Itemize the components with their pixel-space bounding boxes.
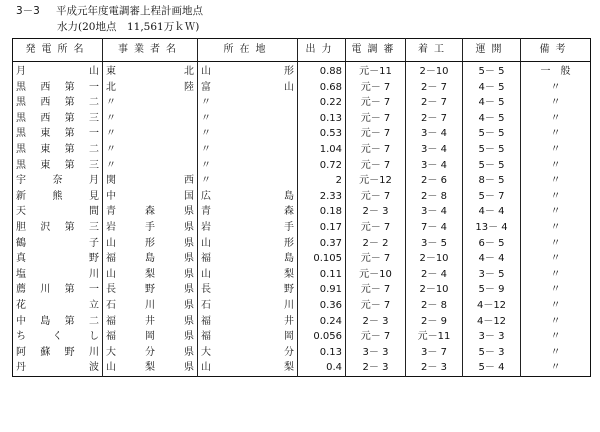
output-cell: 0.22 bbox=[298, 95, 346, 111]
construction-start-cell: 3－ 4 bbox=[406, 204, 463, 220]
col-header-construction: 着工 bbox=[406, 39, 463, 62]
location-cell: 福 井 bbox=[198, 314, 298, 330]
output-cell: 2 bbox=[298, 173, 346, 189]
council-date-cell: 元－ 7 bbox=[346, 220, 406, 236]
plant-name-cell: 新 熊 見 bbox=[16, 190, 99, 202]
table-row bbox=[13, 204, 591, 220]
construction-start-cell: 3－ 5 bbox=[406, 236, 463, 252]
operation-start-cell: 13－ 4 bbox=[463, 220, 521, 236]
remarks-cell: 〃 bbox=[521, 220, 591, 236]
operator-name-cell: 〃 bbox=[103, 111, 198, 127]
hydro-plan-table bbox=[12, 38, 591, 377]
operator-name-cell: 〃 bbox=[103, 126, 198, 142]
location-cell: 〃 bbox=[198, 95, 298, 111]
council-date-cell: 元－ 7 bbox=[346, 95, 406, 111]
operation-start-cell: 4－12 bbox=[463, 314, 521, 330]
remarks-cell: 〃 bbox=[521, 329, 591, 345]
operation-start-cell: 5－ 5 bbox=[463, 158, 521, 174]
col-header-plant: 発電所名 bbox=[13, 39, 103, 62]
construction-start-cell: 2－10 bbox=[406, 251, 463, 267]
council-date-cell: 元－ 7 bbox=[346, 142, 406, 158]
table-subcaption: 水力(20地点 11,561万ｋＷ) bbox=[57, 21, 200, 33]
table-row bbox=[13, 314, 591, 330]
plant-name-cell: 中 島 第 二 bbox=[16, 315, 99, 327]
output-cell: 0.53 bbox=[298, 126, 346, 142]
council-date-cell: 3－ 3 bbox=[346, 345, 406, 361]
col-header-start: 運開 bbox=[463, 39, 521, 62]
operation-start-cell: 5－ 4 bbox=[463, 360, 521, 376]
table-row bbox=[13, 267, 591, 283]
header-row bbox=[13, 39, 591, 62]
location-cell: 〃 bbox=[198, 126, 298, 142]
output-cell: 0.17 bbox=[298, 220, 346, 236]
plant-name-cell: 黒 東 第 二 bbox=[16, 143, 99, 155]
plant-name-cell: 黒 東 第 三 bbox=[16, 159, 99, 171]
remarks-cell: 一 般 bbox=[521, 62, 591, 80]
output-cell: 2.33 bbox=[298, 189, 346, 205]
operation-start-cell: 4－ 5 bbox=[463, 80, 521, 96]
construction-start-cell: 3－ 7 bbox=[406, 345, 463, 361]
council-date-cell: 元－ 7 bbox=[346, 126, 406, 142]
operator-name-cell: 福 井 県 bbox=[103, 314, 198, 330]
operation-start-cell: 6－ 5 bbox=[463, 236, 521, 252]
location-cell: 岩 手 bbox=[198, 220, 298, 236]
plant-name-cell: 黒 西 第 二 bbox=[16, 97, 99, 109]
location-cell: 福 岡 bbox=[198, 329, 298, 345]
plant-name-cell: 塩 川 bbox=[16, 268, 99, 280]
table-row bbox=[13, 142, 591, 158]
output-cell: 0.91 bbox=[298, 282, 346, 298]
construction-start-cell: 3－ 4 bbox=[406, 126, 463, 142]
remarks-cell: 〃 bbox=[521, 173, 591, 189]
plant-name-cell: 薦 川 第 一 bbox=[16, 284, 99, 296]
operator-name-cell: 青 森 県 bbox=[103, 204, 198, 220]
operator-name-cell: 福 岡 県 bbox=[103, 329, 198, 345]
council-date-cell: 元－ 7 bbox=[346, 189, 406, 205]
output-cell: 0.72 bbox=[298, 158, 346, 174]
construction-start-cell: 2－ 7 bbox=[406, 95, 463, 111]
plant-name-cell: 丹 波 bbox=[16, 362, 99, 374]
output-cell: 0.88 bbox=[298, 62, 346, 80]
operator-name-cell: 山 梨 県 bbox=[103, 360, 198, 376]
operation-start-cell: 4－ 5 bbox=[463, 111, 521, 127]
table-row bbox=[13, 282, 591, 298]
council-date-cell: 元－ 7 bbox=[346, 298, 406, 314]
location-cell: 大 分 bbox=[198, 345, 298, 361]
operator-name-cell: 岩 手 県 bbox=[103, 220, 198, 236]
remarks-cell: 〃 bbox=[521, 189, 591, 205]
remarks-cell: 〃 bbox=[521, 126, 591, 142]
construction-start-cell: 2－ 8 bbox=[406, 189, 463, 205]
remarks-cell: 〃 bbox=[521, 142, 591, 158]
output-cell: 0.056 bbox=[298, 329, 346, 345]
location-cell: 〃 bbox=[198, 142, 298, 158]
operator-name-cell: 長 野 県 bbox=[103, 282, 198, 298]
output-cell: 0.13 bbox=[298, 345, 346, 361]
operator-name-cell: 〃 bbox=[103, 142, 198, 158]
plant-name-cell: 真 野 bbox=[16, 253, 99, 265]
remarks-cell: 〃 bbox=[521, 251, 591, 267]
table-row bbox=[13, 360, 591, 376]
council-date-cell: 元－ 7 bbox=[346, 251, 406, 267]
operator-name-cell: 〃 bbox=[103, 95, 198, 111]
remarks-cell: 〃 bbox=[521, 298, 591, 314]
council-date-cell: 2－ 3 bbox=[346, 360, 406, 376]
col-header-output: 出力 bbox=[298, 39, 346, 62]
remarks-cell: 〃 bbox=[521, 360, 591, 376]
remarks-cell: 〃 bbox=[521, 95, 591, 111]
table-row bbox=[13, 251, 591, 267]
operation-start-cell: 5－ 5 bbox=[463, 126, 521, 142]
remarks-cell: 〃 bbox=[521, 267, 591, 283]
output-cell: 0.24 bbox=[298, 314, 346, 330]
location-cell: 広 島 bbox=[198, 189, 298, 205]
remarks-cell: 〃 bbox=[521, 158, 591, 174]
location-cell: 山 梨 bbox=[198, 267, 298, 283]
output-cell: 0.37 bbox=[298, 236, 346, 252]
plant-name-cell: 鶴 子 bbox=[16, 237, 99, 249]
operator-name-cell: 〃 bbox=[103, 158, 198, 174]
table-row bbox=[13, 189, 591, 205]
operation-start-cell: 5－ 7 bbox=[463, 189, 521, 205]
location-cell: 山 梨 bbox=[198, 360, 298, 376]
col-header-location: 所在地 bbox=[198, 39, 298, 62]
remarks-cell: 〃 bbox=[521, 282, 591, 298]
plant-name-cell: 花 立 bbox=[16, 299, 99, 311]
plant-name-cell: 黒 西 第 三 bbox=[16, 112, 99, 124]
construction-start-cell: 2－ 6 bbox=[406, 173, 463, 189]
council-date-cell: 元－ 7 bbox=[346, 282, 406, 298]
operation-start-cell: 5－ 5 bbox=[463, 62, 521, 80]
remarks-cell: 〃 bbox=[521, 111, 591, 127]
plant-name-cell: 黒 西 第 一 bbox=[16, 81, 99, 93]
operator-name-cell: 石 川 県 bbox=[103, 298, 198, 314]
construction-start-cell: 7－ 4 bbox=[406, 220, 463, 236]
construction-start-cell: 3－ 4 bbox=[406, 158, 463, 174]
location-cell: 福 島 bbox=[198, 251, 298, 267]
output-cell: 1.04 bbox=[298, 142, 346, 158]
operator-name-cell: 中 国 bbox=[103, 189, 198, 205]
location-cell: 〃 bbox=[198, 158, 298, 174]
remarks-cell: 〃 bbox=[521, 314, 591, 330]
location-cell: 富 山 bbox=[198, 80, 298, 96]
construction-start-cell: 2－ 8 bbox=[406, 298, 463, 314]
council-date-cell: 元－10 bbox=[346, 267, 406, 283]
table-row bbox=[13, 220, 591, 236]
table-row bbox=[13, 111, 591, 127]
location-cell: 長 野 bbox=[198, 282, 298, 298]
table-row bbox=[13, 62, 591, 80]
plant-name-cell: ち く し bbox=[16, 331, 99, 343]
plant-name-cell: 黒 東 第 一 bbox=[16, 128, 99, 140]
operation-start-cell: 8－ 5 bbox=[463, 173, 521, 189]
operation-start-cell: 3－ 5 bbox=[463, 267, 521, 283]
table-row bbox=[13, 236, 591, 252]
output-cell: 0.105 bbox=[298, 251, 346, 267]
plant-name-cell: 胆 沢 第 三 bbox=[16, 221, 99, 233]
construction-start-cell: 3－ 4 bbox=[406, 142, 463, 158]
location-cell: 山 形 bbox=[198, 236, 298, 252]
operation-start-cell: 4－ 5 bbox=[463, 95, 521, 111]
operator-name-cell: 関 西 bbox=[103, 173, 198, 189]
operation-start-cell: 4－12 bbox=[463, 298, 521, 314]
plant-name-cell: 宇 奈 月 bbox=[16, 175, 99, 187]
output-cell: 0.13 bbox=[298, 111, 346, 127]
col-header-remarks: 備考 bbox=[521, 39, 591, 62]
plant-name-cell: 月 山 bbox=[16, 66, 99, 77]
table-title: 平成元年度電調審上程計画地点 bbox=[56, 5, 203, 17]
location-cell: 〃 bbox=[198, 111, 298, 127]
operator-name-cell: 山 梨 県 bbox=[103, 267, 198, 283]
operator-name-cell: 大 分 県 bbox=[103, 345, 198, 361]
council-date-cell: 元－ 7 bbox=[346, 329, 406, 345]
table-row bbox=[13, 173, 591, 189]
table-number: 3－3 bbox=[16, 5, 40, 17]
council-date-cell: 元－ 7 bbox=[346, 158, 406, 174]
location-cell: 山 形 bbox=[198, 62, 298, 80]
table-row bbox=[13, 298, 591, 314]
construction-start-cell: 2－10 bbox=[406, 62, 463, 80]
remarks-cell: 〃 bbox=[521, 236, 591, 252]
location-cell: 〃 bbox=[198, 173, 298, 189]
table-row bbox=[13, 158, 591, 174]
table-row bbox=[13, 329, 591, 345]
output-cell: 0.11 bbox=[298, 267, 346, 283]
operation-start-cell: 4－ 4 bbox=[463, 251, 521, 267]
remarks-cell: 〃 bbox=[521, 204, 591, 220]
table-row bbox=[13, 80, 591, 96]
council-date-cell: 元－11 bbox=[346, 62, 406, 80]
plant-name-cell: 阿 蘇 野 川 bbox=[16, 346, 99, 358]
operator-name-cell: 福 島 県 bbox=[103, 251, 198, 267]
construction-start-cell: 2－ 9 bbox=[406, 314, 463, 330]
operation-start-cell: 4－ 4 bbox=[463, 204, 521, 220]
operation-start-cell: 5－ 3 bbox=[463, 345, 521, 361]
council-date-cell: 2－ 2 bbox=[346, 236, 406, 252]
construction-start-cell: 2－ 3 bbox=[406, 360, 463, 376]
construction-start-cell: 2－ 7 bbox=[406, 80, 463, 96]
operation-start-cell: 5－ 9 bbox=[463, 282, 521, 298]
remarks-cell: 〃 bbox=[521, 345, 591, 361]
council-date-cell: 元－ 7 bbox=[346, 111, 406, 127]
council-date-cell: 2－ 3 bbox=[346, 314, 406, 330]
construction-start-cell: 2－ 7 bbox=[406, 111, 463, 127]
table-row bbox=[13, 126, 591, 142]
construction-start-cell: 2－ 4 bbox=[406, 267, 463, 283]
operator-name-cell: 東 北 bbox=[103, 62, 198, 80]
operation-start-cell: 5－ 5 bbox=[463, 142, 521, 158]
council-date-cell: 元－12 bbox=[346, 173, 406, 189]
remarks-cell: 〃 bbox=[521, 80, 591, 96]
plant-name-cell: 天 間 bbox=[16, 206, 99, 218]
output-cell: 0.18 bbox=[298, 204, 346, 220]
operator-name-cell: 山 形 県 bbox=[103, 236, 198, 252]
table-caption bbox=[16, 3, 203, 18]
output-cell: 0.4 bbox=[298, 360, 346, 376]
construction-start-cell: 2－10 bbox=[406, 282, 463, 298]
council-date-cell: 元－ 7 bbox=[346, 80, 406, 96]
operation-start-cell: 3－ 3 bbox=[463, 329, 521, 345]
output-cell: 0.36 bbox=[298, 298, 346, 314]
table-row bbox=[13, 95, 591, 111]
location-cell: 石 川 bbox=[198, 298, 298, 314]
table-row bbox=[13, 345, 591, 361]
col-header-operator: 事業者名 bbox=[103, 39, 198, 62]
operator-name-cell: 北 陸 bbox=[103, 80, 198, 96]
construction-start-cell: 元－11 bbox=[406, 329, 463, 345]
col-header-council: 電調審 bbox=[346, 39, 406, 62]
output-cell: 0.68 bbox=[298, 80, 346, 96]
council-date-cell: 2－ 3 bbox=[346, 204, 406, 220]
location-cell: 青 森 bbox=[198, 204, 298, 220]
